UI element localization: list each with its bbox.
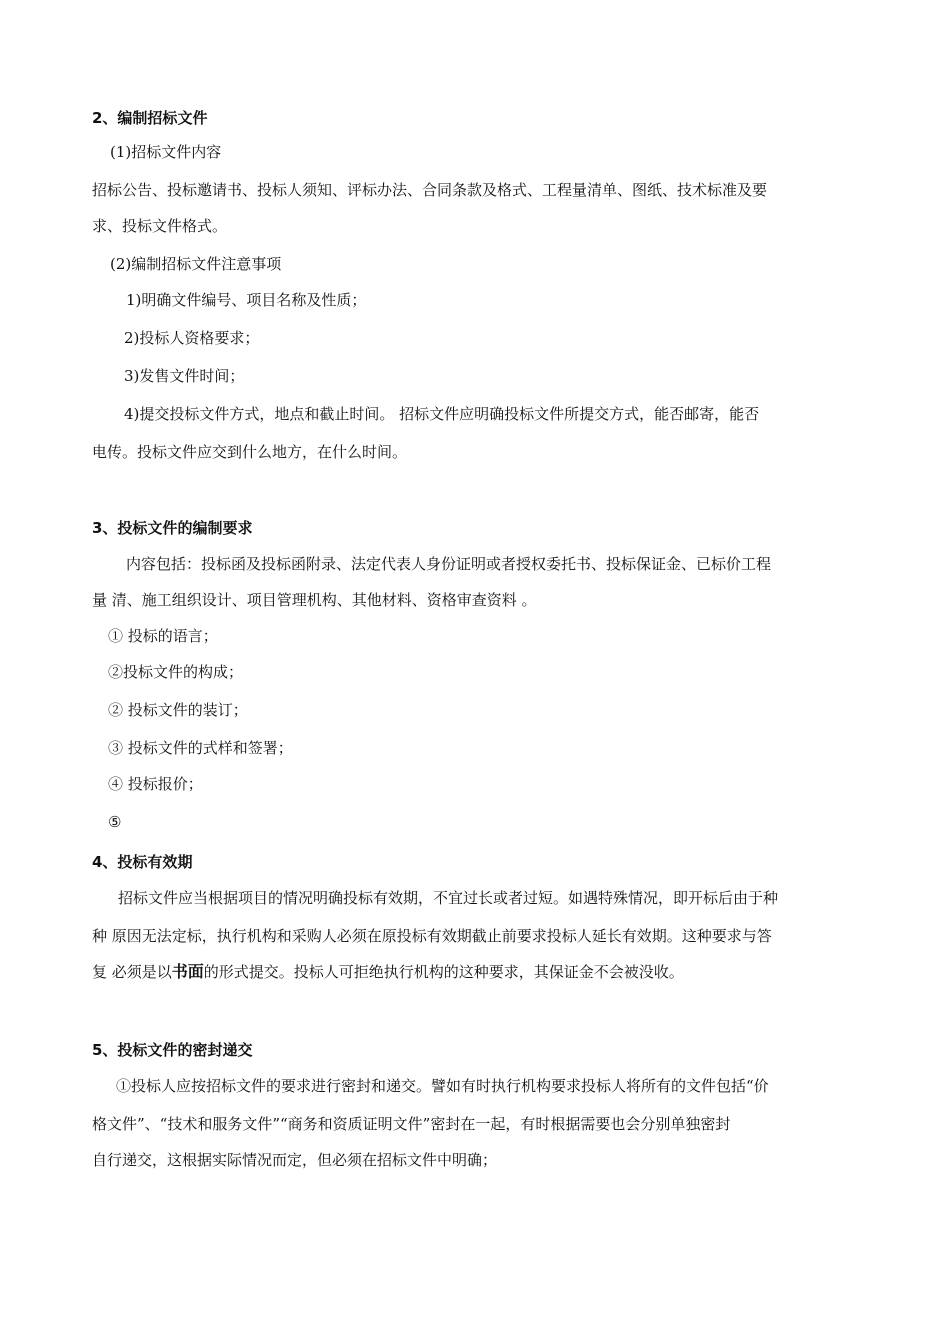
- section-2-content-line-1: 招标公告、投标邀请书、投标人须知、评标办法、合同条款及格式、工程量清单、图纸、技术标准及要: [92, 181, 768, 199]
- section-3-item-5: ④ 投标报价；: [108, 775, 203, 793]
- section-3-item-3: ② 投标文件的装订；: [108, 701, 248, 719]
- section-3-item-2: ②投标文件的构成；: [108, 663, 244, 681]
- section-3-heading: 3、投标文件的编制要求: [92, 519, 253, 537]
- section-4-heading: 4、投标有效期: [92, 853, 193, 871]
- section-5-line-1: ①投标人应按招标文件的要求进行密封和递交。譬如有时执行机构要求投标人将所有的文件包括“价: [116, 1077, 769, 1095]
- section-3-item-4: ③ 投标文件的式样和签署；: [108, 739, 293, 757]
- section-2-item-4: 4)提交投标文件方式，地点和截止时间。 招标文件应明确投标文件所提交方式，能否邮寄，能否: [124, 405, 760, 423]
- section-2-item-2: 2)投标人资格要求；: [124, 329, 260, 347]
- section-2-item-4-continued: 电传。投标文件应交到什么地方，在什么时间。: [92, 443, 408, 461]
- section-4-line-3-start: 复 必须是以: [92, 963, 172, 981]
- section-3-content-line-2: 量 清、施工组织设计、项目管理机构、其他材料、资格审查资料 。: [92, 591, 537, 609]
- section-2-content-line-2: 求、投标文件格式。: [92, 217, 228, 235]
- section-4-line-3-end: 的形式提交。投标人可拒绝执行机构的这种要求，其保证金不会被没收。: [203, 963, 684, 981]
- section-2-item-1: 1)明确文件编号、项目名称及性质；: [126, 291, 367, 309]
- section-5-heading: 5、投标文件的密封递交: [92, 1041, 253, 1059]
- section-4-line-2: 种 原因无法定标，执行机构和采购人必须在原投标有效期截止前要求投标人延长有效期。这种要求与答: [92, 927, 772, 945]
- section-3-item-1: ① 投标的语言；: [108, 627, 218, 645]
- section-5-line-2: 格文件”、“技术和服务文件”“商务和资质证明文件”密封在一起，有时根据需要也会分别单独密封: [92, 1115, 731, 1133]
- section-2-heading: 2、编制招标文件: [92, 109, 208, 127]
- section-2-sub-1: (1)招标文件内容: [110, 143, 222, 161]
- section-2-item-3: 3)发售文件时间；: [124, 367, 245, 385]
- section-3-content-line-1: 内容包括：投标函及投标函附录、法定代表人身份证明或者授权委托书、投标保证金、已标价工程: [126, 555, 772, 573]
- section-3-item-6: ⑤: [108, 813, 122, 831]
- section-2-sub-2: (2)编制招标文件注意事项: [110, 255, 282, 273]
- section-5-line-3: 自行递交，这根据实际情况而定，但必须在招标文件中明确；: [92, 1151, 498, 1169]
- section-4-line-1: 招标文件应当根据项目的情况明确投标有效期，不宜过长或者过短。如遇特殊情况，即开标后由于种: [118, 889, 779, 907]
- section-4-line-3: [92, 962, 684, 982]
- emphasized-word: 书面: [171, 962, 204, 981]
